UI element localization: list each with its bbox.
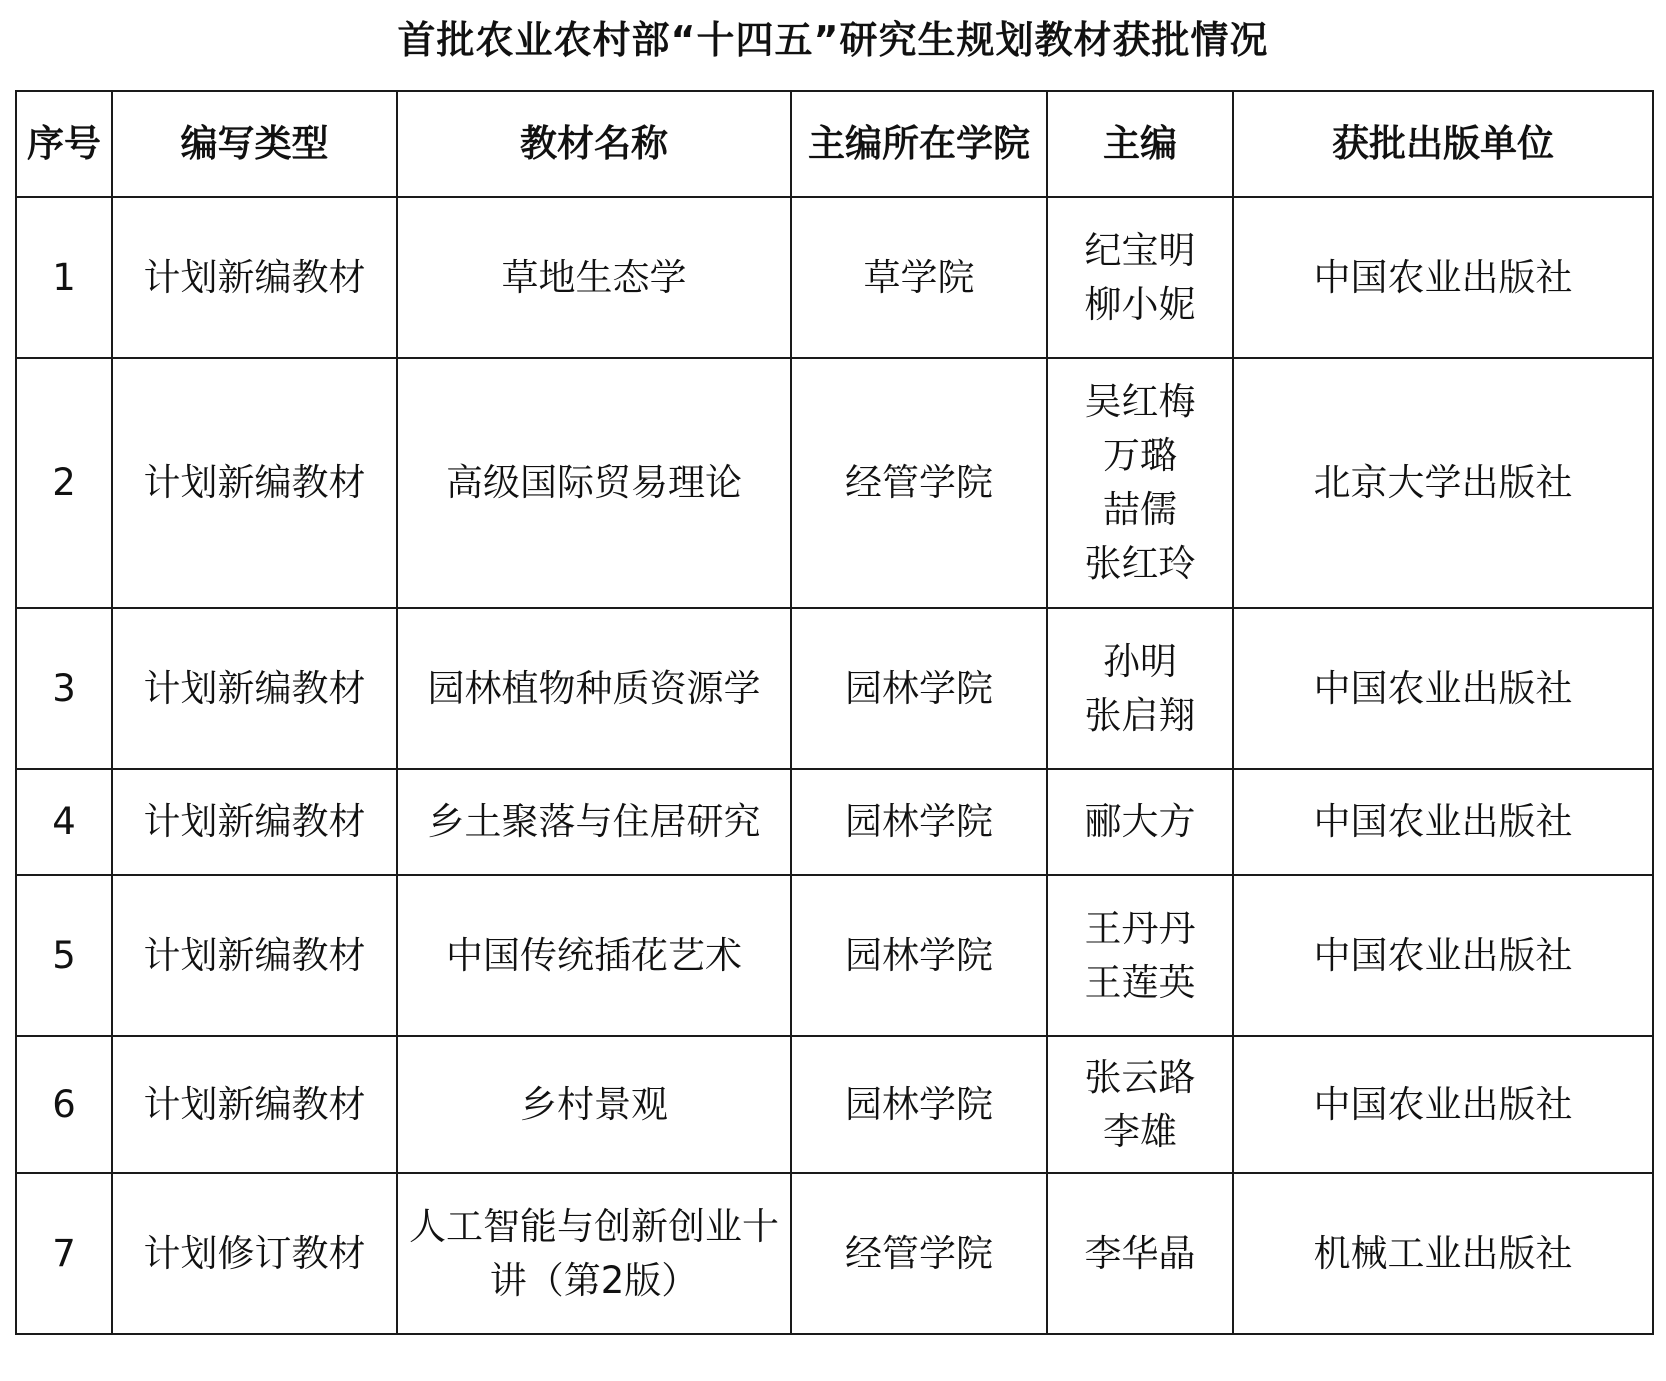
cell-type: 计划新编教材 (112, 197, 397, 358)
editor-name: 柳小妮 (1084, 282, 1196, 326)
header-publisher: 获批出版单位 (1233, 91, 1653, 197)
editor-name: 张启翔 (1084, 693, 1196, 737)
table-row (16, 1036, 1653, 1173)
cell-publisher: 中国农业出版社 (1233, 1036, 1653, 1173)
approval-table (15, 90, 1654, 1335)
editor-name: 李雄 (1103, 1109, 1177, 1153)
cell-publisher: 中国农业出版社 (1233, 769, 1653, 875)
editor-name: 吴红梅 (1084, 380, 1196, 423)
editor-name: 喆儒 (1103, 488, 1177, 531)
table-row (16, 875, 1653, 1036)
cell-college: 经管学院 (791, 1173, 1047, 1334)
cell-index: 3 (16, 608, 112, 769)
cell-college: 园林学院 (791, 1036, 1047, 1173)
table-row (16, 197, 1653, 358)
cell-publisher: 北京大学出版社 (1233, 358, 1653, 608)
editor-name: 李华晶 (1084, 1231, 1196, 1275)
cell-publisher: 中国农业出版社 (1233, 608, 1653, 769)
cell-index: 4 (16, 769, 112, 875)
cell-editors (1047, 608, 1233, 769)
cell-college: 园林学院 (791, 608, 1047, 769)
editor-name: 王莲英 (1084, 960, 1196, 1004)
table-row (16, 358, 1653, 608)
cell-book-name: 园林植物种质资源学 (397, 608, 791, 769)
table-row (16, 608, 1653, 769)
cell-book-name: 中国传统插花艺术 (397, 875, 791, 1036)
cell-book-name (397, 1173, 791, 1334)
cell-editors (1047, 197, 1233, 358)
cell-publisher: 机械工业出版社 (1233, 1173, 1653, 1334)
editor-name: 万璐 (1103, 434, 1177, 477)
cell-publisher: 中国农业出版社 (1233, 197, 1653, 358)
editor-name: 张云路 (1084, 1055, 1196, 1099)
editor-name: 张红玲 (1084, 542, 1196, 585)
table-row (16, 1173, 1653, 1334)
cell-type: 计划新编教材 (112, 875, 397, 1036)
table-row (16, 769, 1653, 875)
cell-index: 6 (16, 1036, 112, 1173)
cell-college: 经管学院 (791, 358, 1047, 608)
cell-type: 计划新编教材 (112, 769, 397, 875)
cell-editors (1047, 1036, 1233, 1173)
header-editors: 主编 (1047, 91, 1233, 197)
header-index: 序号 (16, 91, 112, 197)
book-name-text: 人工智能与创新创业十讲（第2版） (409, 1204, 779, 1302)
document-title: 首批农业农村部“十四五”研究生规划教材获批情况 (397, 18, 1269, 62)
editor-name: 王丹丹 (1084, 906, 1196, 950)
cell-editors (1047, 1173, 1233, 1334)
cell-book-name: 高级国际贸易理论 (397, 358, 791, 608)
cell-editors (1047, 769, 1233, 875)
cell-index: 5 (16, 875, 112, 1036)
cell-type: 计划新编教材 (112, 608, 397, 769)
cell-index: 1 (16, 197, 112, 358)
editor-name: 纪宝明 (1084, 228, 1196, 272)
table-header-row (16, 91, 1653, 197)
header-college: 主编所在学院 (791, 91, 1047, 197)
cell-college: 园林学院 (791, 769, 1047, 875)
cell-type: 计划新编教材 (112, 358, 397, 608)
cell-editors (1047, 358, 1233, 608)
editor-name: 孙明 (1103, 639, 1177, 683)
cell-college: 园林学院 (791, 875, 1047, 1036)
cell-editors (1047, 875, 1233, 1036)
header-book-name: 教材名称 (397, 91, 791, 197)
header-type: 编写类型 (112, 91, 397, 197)
cell-book-name: 乡土聚落与住居研究 (397, 769, 791, 875)
cell-book-name: 草地生态学 (397, 197, 791, 358)
cell-index: 7 (16, 1173, 112, 1334)
cell-type: 计划新编教材 (112, 1036, 397, 1173)
cell-index: 2 (16, 358, 112, 608)
cell-type: 计划修订教材 (112, 1173, 397, 1334)
cell-publisher: 中国农业出版社 (1233, 875, 1653, 1036)
cell-book-name: 乡村景观 (397, 1036, 791, 1173)
editor-name: 郦大方 (1084, 800, 1196, 843)
cell-college: 草学院 (791, 197, 1047, 358)
